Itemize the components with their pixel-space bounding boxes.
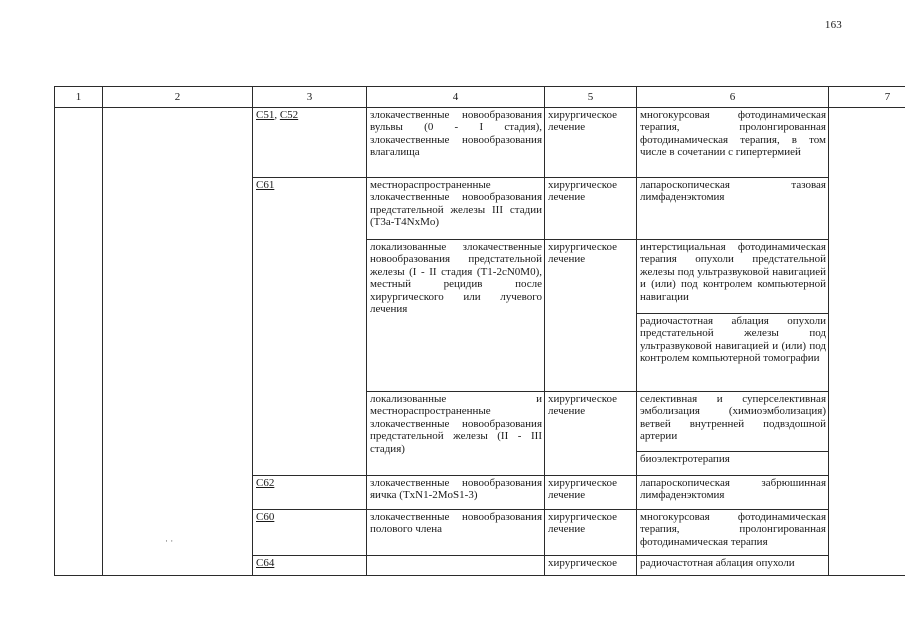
disease-cell: локализованные и местнораспространенные злокачественные новообразования предстательной железы (II - III стадия) — [367, 392, 545, 476]
treatment-cell: хирургическое — [545, 556, 637, 576]
medical-care-table — [54, 86, 905, 576]
stray-mark: · · — [165, 536, 174, 546]
header-col-4: 4 — [367, 87, 545, 108]
treatment-cell: хирургическое лечение — [545, 510, 637, 556]
col7-cell — [829, 108, 905, 576]
code-cell — [253, 476, 367, 510]
code-cell — [253, 178, 367, 476]
code-link-c52[interactable]: C52 — [279, 109, 299, 121]
treatment-cell: хирургическое лечение — [545, 178, 637, 240]
col2-cell — [103, 108, 253, 576]
method-cell: лапароскопическая тазовая лимфаденэктомия — [637, 178, 829, 240]
code-link-c61[interactable]: C61 — [256, 179, 275, 191]
method-cell: селективная и суперселективная эмболизация (химиоэмболизация) ветвей внутренней подвздошной артерии — [637, 392, 829, 452]
header-col-7: 7 — [829, 87, 905, 108]
code-link-c51[interactable]: C51 — [256, 109, 275, 121]
method-cell: интерстициальная фотодинамическая терапия опухоли предстательной железы под ультразвуковой навигацией и (или) под контролем компьютерной навигации — [637, 240, 829, 314]
code-cell — [253, 556, 367, 576]
header-row — [55, 87, 905, 108]
header-col-6: 6 — [637, 87, 829, 108]
treatment-cell: хирургическое лечение — [545, 476, 637, 510]
header-col-3: 3 — [253, 87, 367, 108]
method-cell: многокурсовая фотодинамическая терапия, пролонгированная фотодинамическая терапия — [637, 510, 829, 556]
treatment-cell: хирургическое лечение — [545, 108, 637, 178]
code-link-c60[interactable]: C60 — [256, 511, 275, 523]
page-number: 163 — [824, 19, 842, 31]
col1-cell — [55, 108, 103, 576]
code-link-c62[interactable]: C62 — [256, 477, 275, 489]
disease-cell: локализованные злокачественные новообразования предстательной железы (I - II стадия (T1-2cN0M0), местный рецидив после хирургического или лучевого лечения — [367, 240, 545, 392]
code-separator: , — [274, 109, 280, 121]
disease-cell: местнораспространенные злокачественные новообразования предстательной железы III стадии (T3a-T4NxMo) — [367, 178, 545, 240]
disease-cell: злокачественные новообразования яичка (TxN1-2MoS1-3) — [367, 476, 545, 510]
method-cell: радиочастотная аблация опухоли предстательной железы под ультразвуковой навигацией и (или) под контролем компьютерной томографии — [637, 314, 829, 392]
method-cell: радиочастотная аблация опухоли — [637, 556, 829, 576]
table-row — [55, 108, 905, 178]
treatment-cell: хирургическое лечение — [545, 240, 637, 392]
header-col-1: 1 — [55, 87, 103, 108]
code-cell — [253, 510, 367, 556]
method-cell: биоэлектротерапия — [637, 452, 829, 476]
header-col-5: 5 — [545, 87, 637, 108]
disease-cell: злокачественные новообразования вульвы (0 - I стадия), злокачественные новообразования влагалища — [367, 108, 545, 178]
header-col-2: 2 — [103, 87, 253, 108]
code-cell — [253, 108, 367, 178]
method-cell: лапароскопическая забрюшинная лимфаденэктомия — [637, 476, 829, 510]
method-cell: многокурсовая фотодинамическая терапия, пролонгированная фотодинамическая терапия, в том числе в сочетании с гипертермией — [637, 108, 829, 178]
disease-cell — [367, 556, 545, 576]
code-link-c64[interactable]: C64 — [256, 557, 275, 569]
disease-cell: злокачественные новообразования полового члена — [367, 510, 545, 556]
treatment-cell: хирургическое лечение — [545, 392, 637, 476]
